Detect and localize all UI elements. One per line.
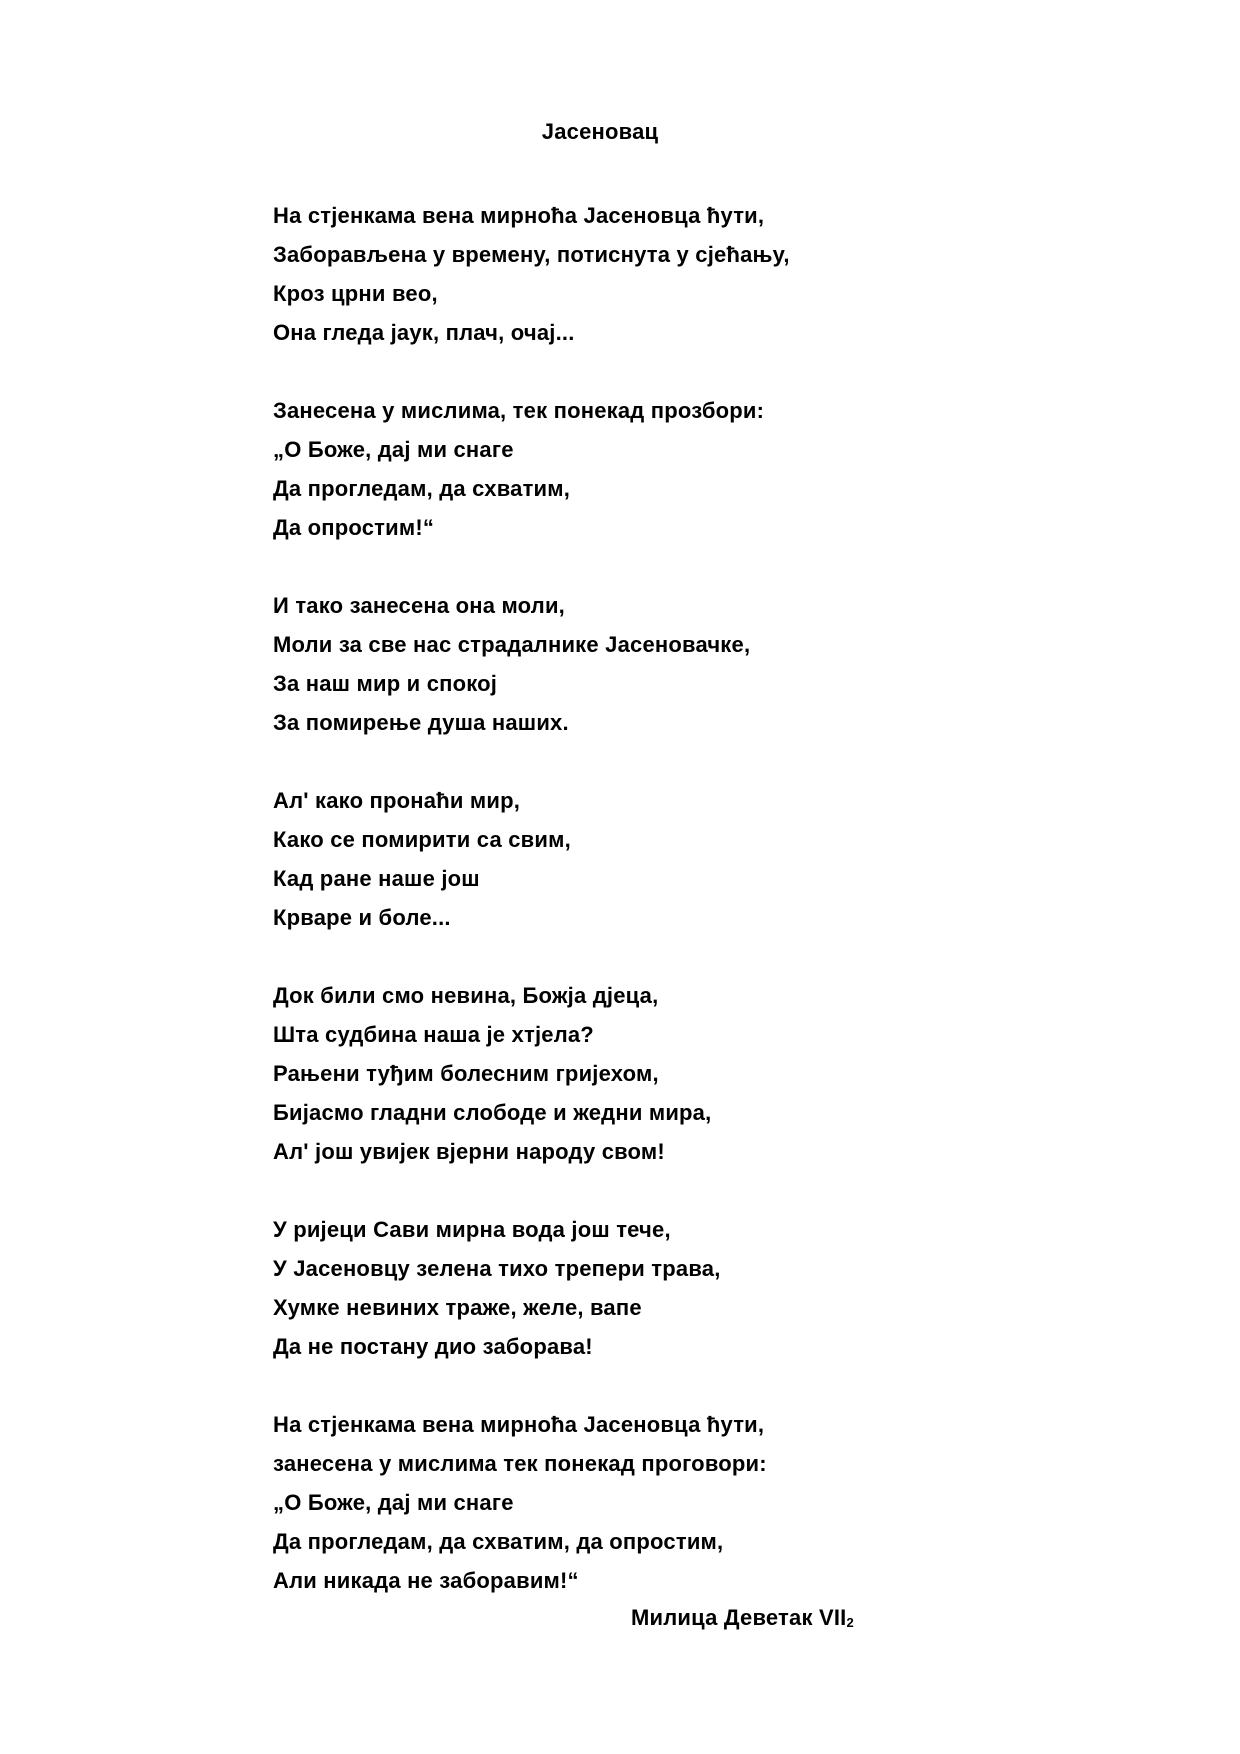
poem-line: За наш мир и спокој [273, 671, 498, 696]
poem-line: На стјенкама вена мирноћа Јасеновца ћути, [273, 203, 765, 228]
poem-line: Заборављена у времену, потиснута у сјећању, [273, 242, 790, 267]
poem-line: И тако занесена она моли, [273, 593, 565, 618]
poem-title: Јасеновац [541, 119, 659, 144]
poem-line: Док били смо невина, Божја дјеца, [273, 983, 659, 1008]
poem-body [273, 196, 1173, 1639]
poem-line: Да прогледам, да схватим, [273, 476, 571, 501]
poem-line: Да прогледам, да схватим, да опростим, [273, 1529, 724, 1554]
poem-line: Да опростим!“ [273, 515, 435, 540]
stanza-2 [273, 391, 1173, 547]
poem-line: „О Боже, дај ми снаге [273, 437, 514, 462]
poem-line: У ријеци Сави мирна вода још тече, [273, 1217, 671, 1242]
poem-line: Крваре и боле... [273, 905, 451, 930]
poem-line: Она гледа јаук, плач, очај... [273, 320, 575, 345]
poem-line: Занесена у мислима, тек понекад прозбори: [273, 398, 765, 423]
poem-line: У Јасеновцу зелена тихо трепери трава, [273, 1256, 721, 1281]
poem-line: За помирење душа наших. [273, 710, 569, 735]
poem-line: „О Боже, дај ми снаге [273, 1490, 514, 1515]
class-subscript: 2 [846, 1615, 854, 1630]
poem-line: Бијасмо гладни слободе и жедни мира, [273, 1100, 712, 1125]
poem-line: Рањени туђим болесним гријехом, [273, 1061, 659, 1086]
poem-line: Како се помирити са свим, [273, 827, 571, 852]
poem-line: Шта судбина наша је хтјела? [273, 1022, 594, 1047]
poem-line: Ал' још увијек вјерни народу свом! [273, 1139, 665, 1164]
poem-line: Ал' како пронаћи мир, [273, 788, 521, 813]
stanza-6 [273, 1210, 1173, 1366]
stanza-4 [273, 781, 1173, 937]
author-name: Милица Деветак VII [631, 1605, 847, 1630]
poem-line: занесена у мислима тек понекад проговори: [273, 1451, 767, 1476]
poem-line: Моли за све нас страдалнике Јасеновачке, [273, 632, 751, 657]
stanza-5 [273, 976, 1173, 1171]
stanza-1 [273, 196, 1173, 352]
poem-line: Хумке невиних траже, желе, вапе [273, 1295, 642, 1320]
stanza-3 [273, 586, 1173, 742]
poem-line: Да не постану дио заборава! [273, 1334, 593, 1359]
author-signature [631, 1604, 854, 1637]
poem-line: Али никада не заборавим!“ [273, 1568, 579, 1593]
poem-line: Кроз црни вео, [273, 281, 438, 306]
stanza-7 [273, 1405, 1173, 1600]
poem-line: На стјенкама вена мирноћа Јасеновца ћути, [273, 1412, 765, 1437]
poem-line: Кад ране наше још [273, 866, 480, 891]
